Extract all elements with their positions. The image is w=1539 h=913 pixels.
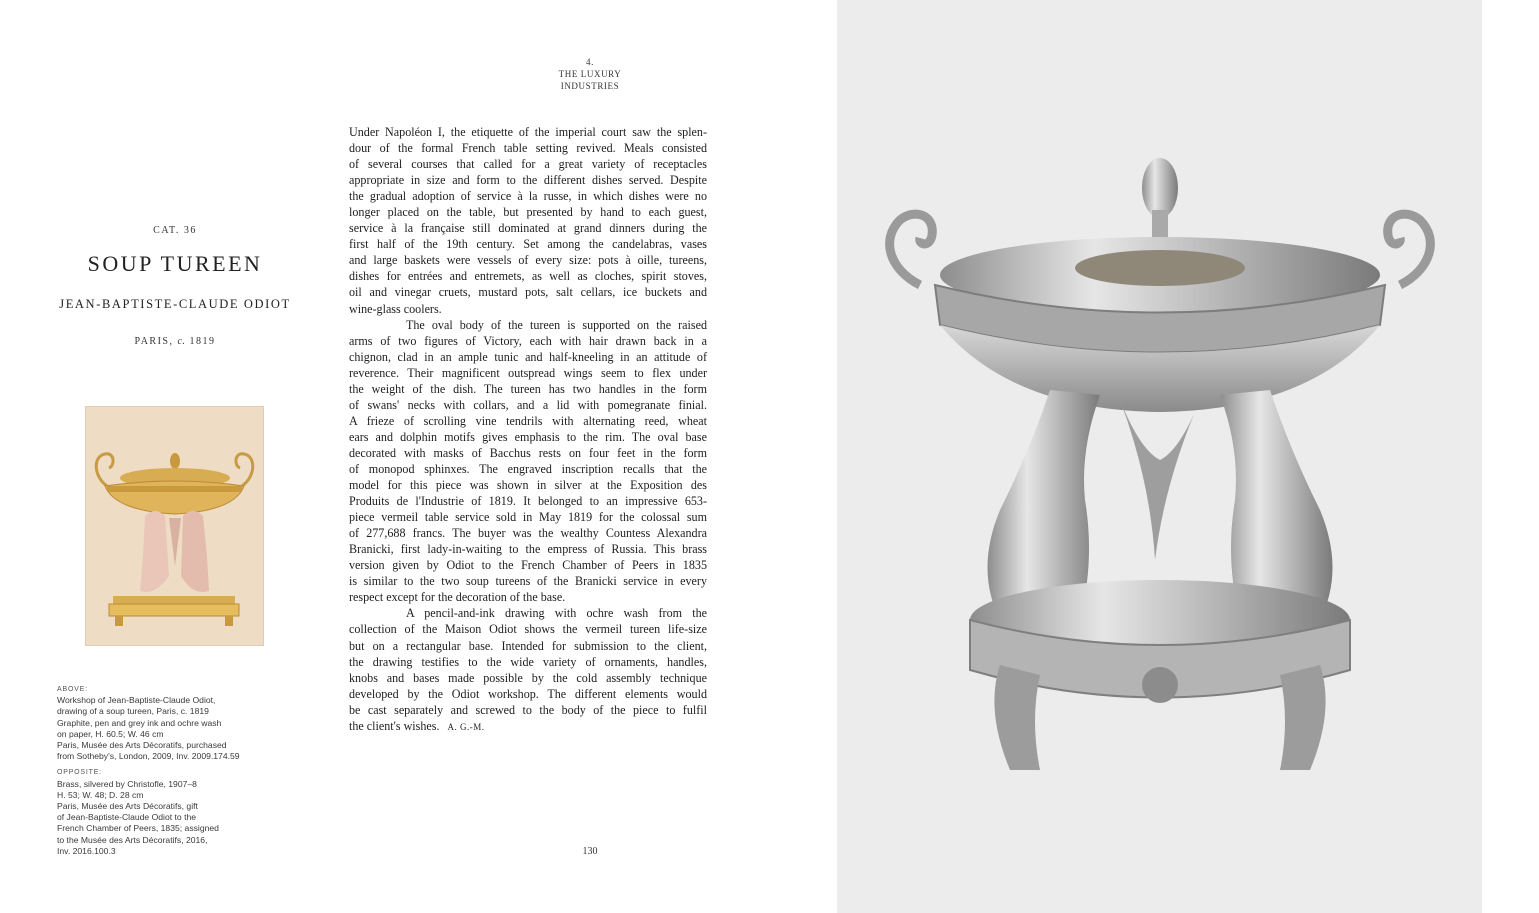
catalogue-number: CAT. 36 [153, 225, 197, 236]
caption-line: Workshop of Jean-Baptiste-Claude Odiot, [57, 695, 216, 706]
body-line: the gradual adoption of service à la russe, in which dishes were no [349, 189, 707, 204]
body-line: reverence. Their magnificent outspread wings seem to flex under [349, 365, 707, 380]
caption-line: Brass, silvered by Christofle, 1907–8 [57, 778, 197, 789]
body-line: and large baskets were vessels of every size: pots à oille, tureens, [349, 253, 707, 268]
caption-label: ABOVE: [57, 686, 88, 693]
caption-line: to the Musée des Arts Décoratifs, 2016, [57, 834, 208, 845]
body-line: service à la française still dominated at grand dinners during the [349, 221, 707, 236]
body-line: ears and dolphin motifs gives emphasis to the rim. The oval base [349, 429, 707, 444]
caption-opposite [57, 767, 282, 857]
body-line: collection of the Maison Odiot shows the vermeil tureen life-size [349, 622, 707, 637]
body-line: developed by the Odiot workshop. The different elements would [349, 686, 707, 701]
body-line: oil and vinegar cruets, mustard pots, salt cellars, ice buckets and [349, 285, 707, 300]
body-line: first half of the 19th century. Set among the candelabras, vases [349, 237, 707, 252]
body-line: Branicki, first lady-in-waiting to the empress of Russia. This brass [349, 542, 707, 557]
caption-line: Paris, Musée des Arts Décoratifs, purchased [57, 740, 227, 751]
final-text: the client's wishes. [349, 718, 440, 733]
body-line: dour of the formal French table setting revived. Meals consisted [349, 141, 707, 156]
body-line: arms of two figures of Victory, each with hair drawn back in a [349, 333, 707, 348]
silver-tureen-photo [880, 150, 1440, 790]
caption-line: Graphite, pen and grey ink and ochre wash [57, 717, 222, 728]
caption-line: of Jean-Baptiste-Claude Odiot to the [57, 812, 197, 823]
body-line: longer placed on the table, but presented by hand to each guest, [349, 205, 707, 220]
body-line: Produits de l'Industrie of 1819. It belonged to an impressive 653- [349, 494, 707, 509]
caption-line: Inv. 2016.100.3 [57, 845, 116, 856]
body-line: of monopod sphinxes. The engraved inscription recalls that the [349, 461, 707, 476]
chapter-title-line1: THE LUXURY [558, 69, 622, 79]
body-line: A pencil-and-ink drawing with ochre wash from the [406, 606, 707, 621]
body-line: appropriate in size and form to the different dishes served. Despite [349, 173, 707, 188]
body-line: Under Napoléon I, the etiquette of the imperial court saw the splen- [349, 125, 707, 139]
captions [57, 684, 282, 862]
body-line: decorated with masks of Bacchus rests on four feet in the form [349, 445, 707, 460]
place: PARIS, [134, 336, 174, 347]
year: 1819 [189, 336, 216, 347]
body-line: the weight of the dish. The tureen has two handles in the form [349, 381, 707, 396]
caption-line: Paris, Musée des Arts Décoratifs, gift [57, 801, 198, 812]
running-head [540, 56, 640, 92]
chapter-title-line2: INDUSTRIES [560, 81, 620, 91]
body-line: wine-glass coolers. [349, 301, 442, 316]
caption-line: on paper, H. 60.5; W. 46 cm [57, 728, 164, 739]
body-line: respect except for the decoration of the base. [349, 590, 566, 605]
body-line-final [349, 718, 707, 735]
body-line: of several courses that called for a great variety of receptacles [349, 157, 707, 172]
caption-line: from Sotheby's, London, 2009, Inv. 2009.174.59 [57, 751, 240, 762]
body-line: version given by Odiot to the French Chamber of Peers in 1835 [349, 558, 707, 573]
body-line: is similar to the two soup tureens of the Branicki service in every [349, 574, 707, 589]
body-line: A frieze of scrolling vine tendrils with alternating reed, wheat [349, 413, 707, 428]
entry-title: SOUP TUREEN [87, 251, 263, 276]
body-line: The oval body of the tureen is supported on the raised [406, 317, 707, 332]
maker-name: JEAN-BAPTISTE-CLAUDE ODIOT [59, 297, 291, 311]
place-date [56, 336, 294, 347]
body-line: knobs and bases made possible by the cold assembly technique [349, 670, 707, 685]
circa: c. [177, 336, 186, 347]
body-line: model for this piece was shown in silver at the Exposition des [349, 478, 707, 493]
body-line: the drawing testifies to the wide variety of ornaments, handles, [349, 654, 707, 669]
body-line: dishes for entrées and entremets, as well as cloches, spirit stoves, [349, 269, 707, 284]
body-line: be cast separately and screwed to the body of the piece to fulfil [349, 702, 707, 717]
caption-line: French Chamber of Peers, 1835; assigned [57, 823, 219, 834]
caption-label: OPPOSITE: [57, 769, 102, 777]
tureen-drawing-image [85, 406, 264, 646]
body-line: of swans' necks with collars, and a lid with pomegranate finial. [349, 397, 707, 412]
page-margin [1482, 0, 1539, 913]
body-line: chignon, clad in an ample tunic and half-kneeling in an attitude of [349, 349, 707, 364]
caption-above [57, 684, 282, 762]
author-initials: A. G.-M. [447, 721, 485, 732]
body-line: piece vermeil table service sold in May 1819 for the colossal sum [349, 510, 707, 525]
page-number: 130 [582, 846, 598, 857]
body-text [349, 124, 707, 735]
chapter-number: 4. [586, 57, 594, 67]
caption-line: H. 53; W. 48; D. 28 cm [57, 789, 144, 800]
body-line: of 277,688 francs. The buyer was the wealthy Countess Alexandra [349, 526, 707, 541]
body-line: but on a rectangular base. Intended for submission to the client, [349, 638, 707, 653]
caption-line: drawing of a soup tureen, Paris, c. 1819 [57, 706, 209, 717]
